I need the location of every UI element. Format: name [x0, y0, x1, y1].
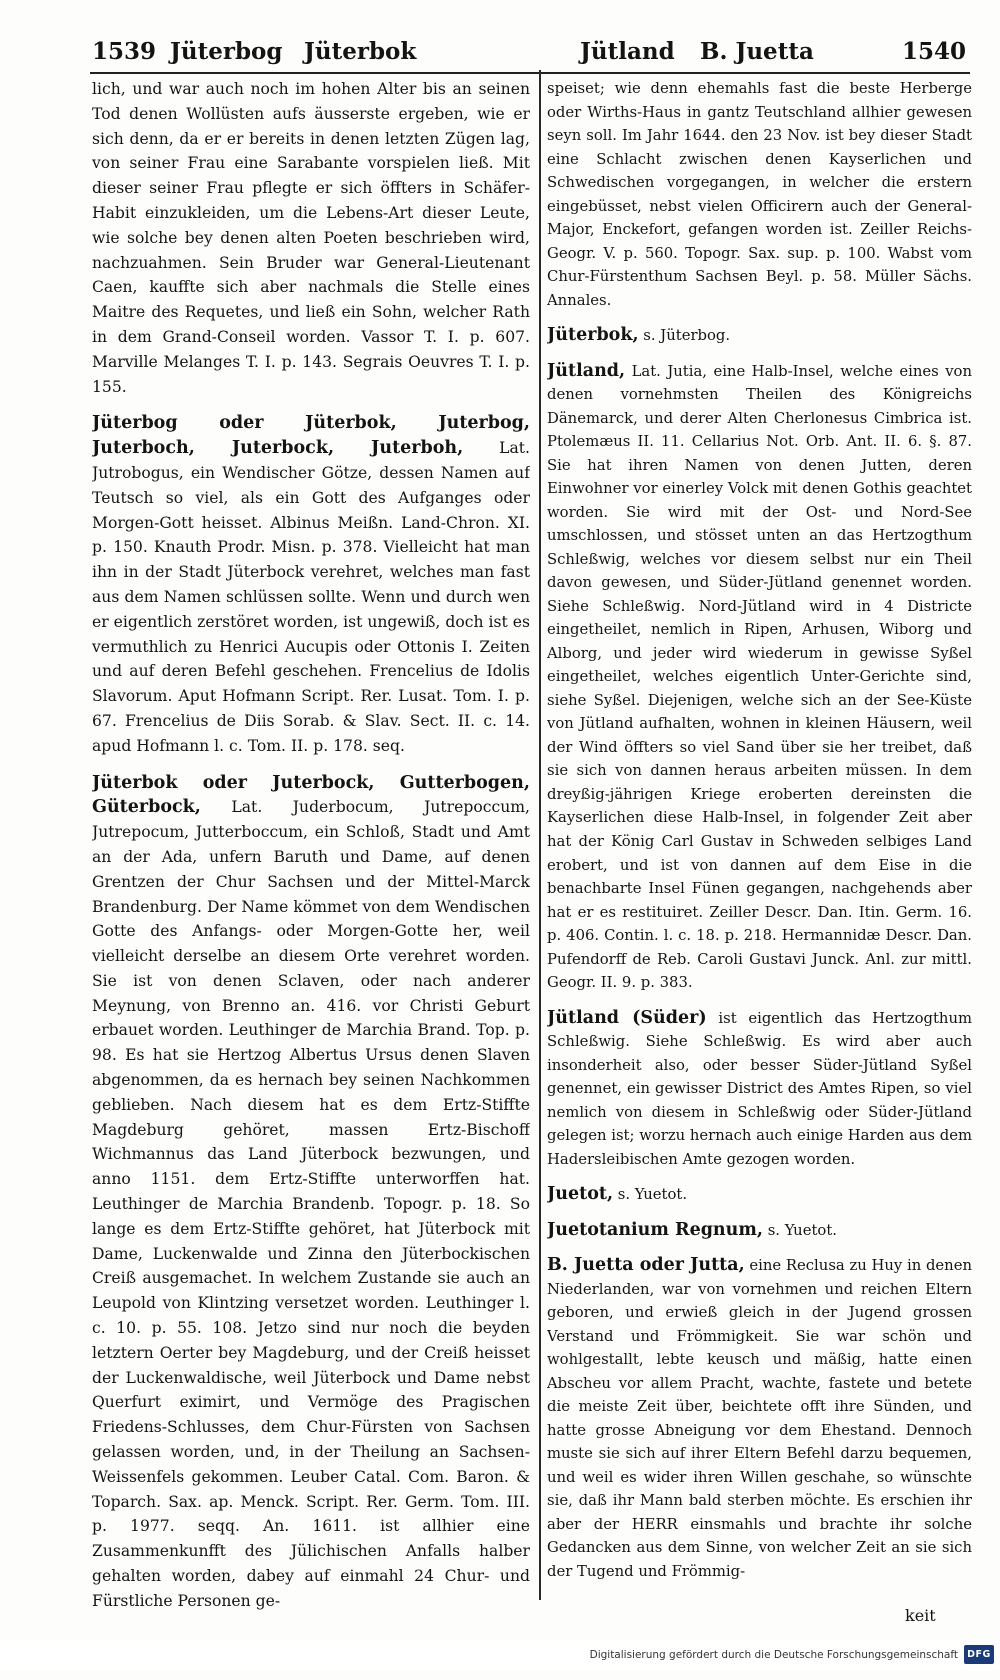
right-column	[547, 77, 972, 1605]
footer	[0, 1640, 1000, 1670]
entry-text: Lat. Juderbocum, Jutrepoccum, Jutrepocum, Jutterboccum, ein Schloß, Stadt und Amt an der Ada, unfern Baruth und Dame, auf denen Grentzen der Chur Sachsen und der Mittel-Marck Brandenburg. Der Name kömmet von dem Wendischen Gotte des Anfangs- oder Morgen-Gotte her, weil vielleicht derselbe an diesem Orte verehret worden. Sie ist von denen Sclaven, oder nach anderer Meynung, von Brenno an. 416. vor Christi Geburt erbauet worden. Leuthinger de Marchia Brand. Top. p. 98. Es hat sie Hertzog Albertus Ursus denen Slaven abgenommen, da es hernach bey seinen Nachkommen geblieben. Nach diesem hat es dem Ertz-Stiffte Magdeburg gehöret, massen Ertz-Bischoff Wichmannus das Land Jüterbock bezwungen, und anno 1151. dem Ertz-Stiffte unterworffen hat. Leuthinger de Marchia Brandenb. Topogr. p. 18. So lange es dem Ertz-Stiffte gehöret, hat Jüterbock mit Dame, Luckenwalde und Zinna den Jüterbockischen Creiß ausgemachet. In welchem Zustande sie auch an Leupold von Klintzing versetzet worden. Leuthinger l. c. 10. p. 55. 108. Jetzo sind nur noch die beyden letztern Oerter bey Magdeburg, und der Creiß heisset der Luckenwaldische, weil Jüterbock und Dame nebst Querfurt eximirt, und Vermöge des Pragischen Friedens-Schlusses, dem Chur-Fürsten von Sachsen gelassen worden, und, in der Theilung an Sachsen-Weissenfels gekommen. Leuber Catal. Com. Baron. & Toparch. Sax. ap. Menck. Script. Rer. Germ. Tom. III. p. 1977. seqq. An. 1611. ist allhier eine Zusammenkunfft des Jülichischen Anfalls halber gehalten worden, dabey auf einmahl 24 Chur- und Fürstliche Personen ge-	[92, 798, 530, 1610]
article-entry	[92, 411, 530, 758]
digitization-credit: Digitalisierung gefördert durch die Deutsche Forschungsgemeinschaft	[589, 1649, 958, 1661]
entry-text: s. Yuetot.	[763, 1221, 837, 1239]
column-divider	[539, 70, 541, 1600]
left-running-title-2: Jüterbok	[304, 38, 417, 65]
entry-text: s. Jüterbog.	[638, 327, 731, 345]
article-entry	[547, 324, 972, 348]
entry-text: Lat. Jutrobogus, ein Wendischer Götze, dessen Namen auf Teutsch so viel, als ein Gott des Aufganges oder Morgen-Gott heisset. Albinus Meißn. Land-Chron. XI. p. 150. Knauth Prodr. Misn. p. 378. Vielleicht hat man ihn in der Stadt Jüterbock verehret, welches man fast aus dem Namen schlüssen sollte. Wenn und durch wen er eigentlich zerstöret worden, ist ungewiß, doch ist es vermuthlich zu Henrici Aucupis oder Ottonis I. Zeiten und auf deren Befehl geschehen. Frencelius de Idolis Slavorum. Aput Hofmann Script. Rer. Lusat. Tom. I. p. 67. Frencelius de Diis Sorab. & Slav. Sect. II. c. 14. apud Hofmann l. c. Tom. II. p. 178. seq.	[92, 439, 530, 755]
running-header	[92, 38, 972, 72]
right-page-number: 1540	[902, 38, 967, 65]
article-entry	[547, 360, 972, 995]
article-entry	[92, 77, 530, 399]
entry-headword: B. Juetta oder Jutta,	[547, 1255, 745, 1276]
entry-headword: Juetot,	[547, 1184, 614, 1205]
entry-headword: Jüterbok oder Juterbock, Gutterbogen, Güterbock,	[92, 772, 530, 818]
entry-text: Lat. Jutia, eine Halb-Insel, welche eines von denen vornehmsten Theilen des Königreichs Dänemarck, und derer Alten Cherlonesus Cimbrica ist. Ptolemæus II. 11. Cellarius Not. Orb. Ant. II. 6. §. 87. Sie hat ihren Namen von denen Jutten, deren Einwohner vor einerley Volck mit denen Gothis geachtet worden. Sie wird mit der Ost- und Nord-See umschlossen, und stösset unten an das Hertzogthum Schleßwig, welches vor diesem selbst nur ein Theil davon gewesen, und Süder-Jütland genennet worden. Siehe Schleßwig. Nord-Jütland wird in 4 Districte eingetheilet, nemlich in Ripen, Arhusen, Wiborg und Alborg, und jeder wird wiederum in gewisse Syßel eingetheilet, welches eigentlich Unter-Gerichte sind, siehe Syßel. Diejenigen, welche sich an der See-Küste von Jütland aufhalten, wohnen in kleinen Häusern, weil der Wind öffters so viel Sand über sie her treibet, daß sie sich von dannen heraus arbeiten müssen. In dem dreyßig-jährigen Kriege eroberten dereinsten die Kayserlichen diese Halb-Insel, in folgender Zeit aber hat der König Carl Gustav in Schweden selbiges Land erobert, und ist von dannen auf dem Eise in die benachbarte Insel Fünen gegangen, nachgehends aber hat er es restituiret. Zeiller Descr. Dan. Itin. Germ. 16. p. 406. Contin. l. c. 18. p. 218. Hermannidæ Descr. Dan. Pufendorff de Reb. Caroli Gustavi Junck. Anl. zur mittl. Geogr. II. 9. p. 383.	[547, 362, 972, 992]
article-entry	[547, 1254, 972, 1583]
article-entry	[547, 77, 972, 312]
entry-headword: Juetotanium Regnum,	[547, 1219, 763, 1240]
entry-text: lich, und war auch noch im hohen Alter bis an seinen Tod denen Wollüsten aufs äusserste ergeben, wie er sich denn, da er er bereits in denen letzten Zügen lag, von seiner Frau eine Sarabante vorspielen ließ. Mit dieser seiner Frau pflegte er sich öffters in Schäfer-Habit einzukleiden, um die Lebens-Art dieser Leute, wie solche bey denen alten Poeten beschrieben wird, nachzuahmen. Sein Bruder war General-Lieutenant Caen, kauffte sich aber nachmals die Stelle eines Maitre des Requetes, und ließ ein Sohn, welcher Rath in dem Grand-Conseil worden. Vassor T. I. p. 607. Marville Melanges T. I. p. 143. Segrais Oeuvres T. I. p. 155.	[92, 80, 530, 396]
entry-headword: Jütland (Süder)	[547, 1007, 707, 1028]
right-running-title-1: Jütland	[580, 38, 675, 65]
entry-text: s. Yuetot.	[613, 1186, 688, 1204]
left-column	[92, 77, 530, 1637]
entry-headword: Jüterbog oder Jüterbok, Juterbog, Juterboch, Juterbock, Juterboh,	[92, 413, 530, 459]
article-entry	[547, 1007, 972, 1172]
entry-text: speiset; wie denn ehemahls fast die beste Herberge oder Wirths-Haus in gantz Teutschland allhier gewesen seyn soll. Im Jahr 1644. den 23 Nov. ist bey dieser Stadt eine Schlacht zwischen denen Kayserlichen und Schwedischen vorgegangen, in welcher die erstern eingebüsset, nebst vielen Officirern auch der General-Major, Enckefort, gefangen worden ist. Zeiller Reichs-Geogr. V. p. 560. Topogr. Sax. sup. p. 100. Wabst vom Chur-Fürstenthum Sachsen Beyl. p. 58. Müller Sächs. Annales.	[547, 80, 972, 309]
dfg-logo: DFG	[964, 1645, 994, 1664]
entry-text: eine Reclusa zu Huy in denen Niederlanden, war von vornehmen und reichen Eltern geboren, und erwieß gleich in der Jugend grossen Verstand und Frömmigkeit. Sie war schön und wohlgestallt, lebte keusch und mäßig, hatte einen Abscheu vor allem Pracht, wachte, fastete und betete die meiste Zeit über, beichtete offt ihre Sünden, und hatte grosse Abneigung vor dem Ehestand. Dennoch muste sie sich auf ihrer Eltern Befehl darzu bequemen, und weil es wider ihren Willen geschahe, so wünschte sie, daß ihr Mann bald sterben möchte. Es erschien ihr aber der HERR einsmahls und brachte ihr solche Gedancken aus dem Sinne, von welcher Zeit an sie sich der Tugend und Frömmig-	[547, 1257, 972, 1580]
left-running-title-1: Jüterbog	[170, 38, 283, 65]
right-running-title-2: B. Juetta	[700, 38, 814, 65]
entry-headword: Jütland,	[547, 360, 626, 381]
entry-headword: Jüterbok,	[547, 325, 639, 346]
article-entry	[547, 1183, 972, 1207]
entry-text: ist eigentlich das Hertzogthum Schleßwig. Siehe Schleßwig. Es wird aber auch insonderheit also, oder besser Süder-Jütland Syßel genennet, ein gewisser District des Amtes Ripen, so viel nemlich von diesem in Schleßwig oder Süder-Jütland gelegen ist; worzu hernach auch einige Harden aus dem Hadersleibischen Amte gezogen worden.	[547, 1009, 972, 1168]
article-entry	[92, 771, 530, 1614]
catchword: keit	[905, 1606, 936, 1625]
left-page-number: 1539	[92, 38, 157, 65]
header-rule	[90, 72, 970, 74]
article-entry	[547, 1219, 972, 1243]
